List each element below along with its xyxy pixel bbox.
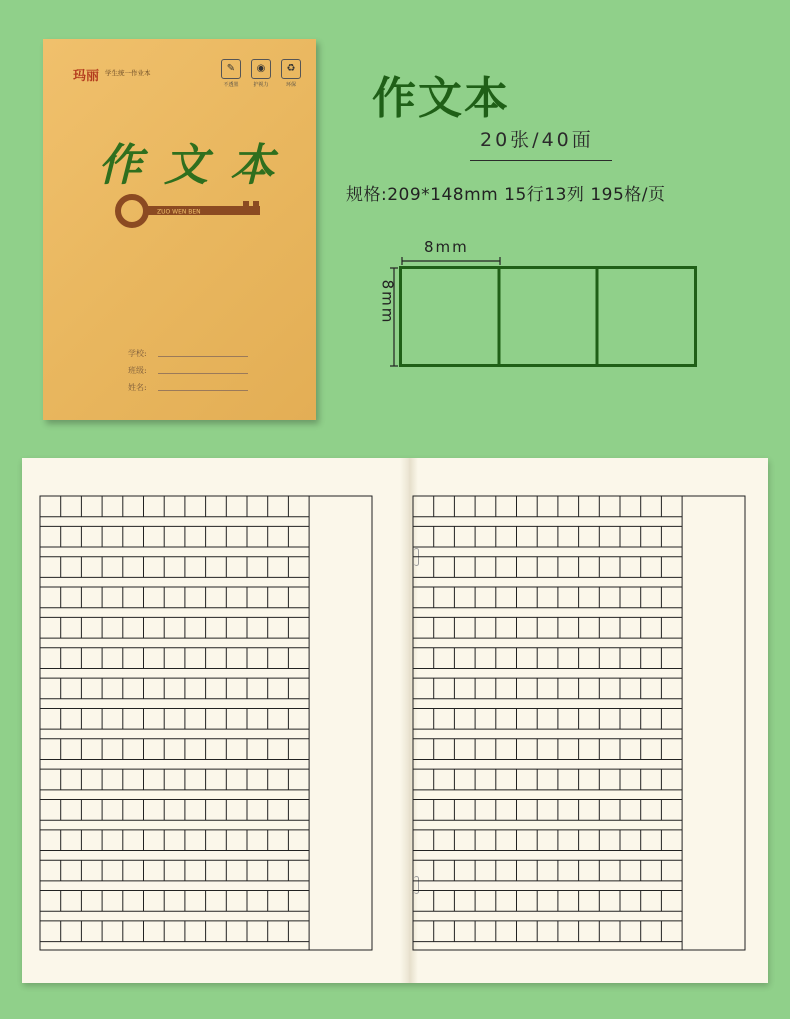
field-name: [128, 376, 248, 393]
field-label: 班级:: [128, 366, 147, 375]
spec-text: 规格:209*148mm 15行13列 195格/页: [346, 185, 666, 205]
field-class: [128, 359, 248, 376]
left-page-grid: [39, 495, 373, 951]
key-text: ZUO WEN BEN: [157, 208, 201, 216]
right-page-grid: [412, 495, 746, 951]
divider: [470, 160, 612, 161]
field-label: 学校:: [128, 349, 147, 358]
pencil-icon: ✎: [221, 59, 241, 79]
brand-subtitle: 学生统一作业本: [105, 69, 151, 77]
cover-fields: [128, 342, 248, 393]
field-line: [158, 356, 248, 357]
field-label: 姓名:: [128, 383, 147, 392]
sheet-count: 20张/40面: [480, 129, 594, 151]
badge-label: 护视力: [253, 82, 269, 88]
badge-label: 环保: [285, 82, 296, 88]
cell-height-label: 8mm: [378, 279, 397, 325]
brand-logo: 玛丽: [73, 69, 100, 84]
field-line: [158, 373, 248, 374]
field-line: [158, 390, 248, 391]
key-icon: [115, 189, 275, 239]
cell-sample-grid: [399, 266, 697, 367]
product-title: 作文本: [372, 73, 510, 124]
cell-width-label: 8mm: [424, 238, 469, 256]
eye-icon: ◉: [251, 59, 271, 79]
field-school: [128, 342, 248, 359]
badge-label: 不透墨: [223, 82, 239, 88]
cover-title: 作文本: [98, 140, 296, 191]
open-notebook: [22, 458, 768, 983]
recycle-icon: ♻: [281, 59, 301, 79]
